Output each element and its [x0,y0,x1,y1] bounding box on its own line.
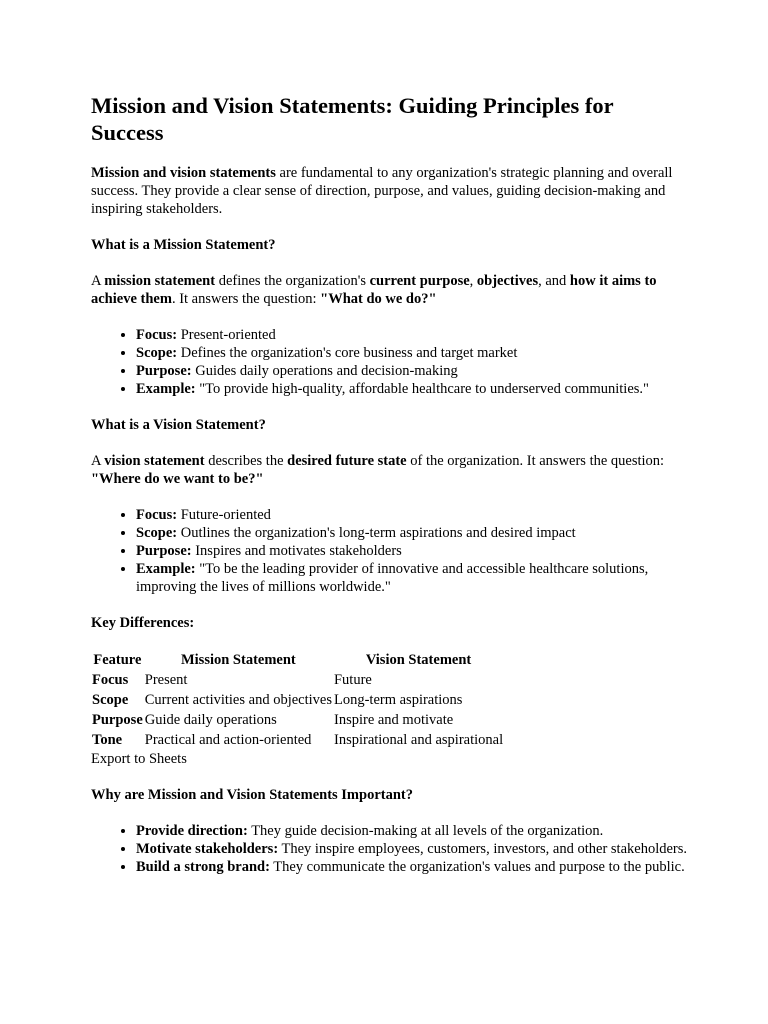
bullet-label: Scope: [136,345,178,361]
table-cell: Tone [92,732,123,748]
list-item [136,326,691,344]
table-cell: Scope [92,692,129,708]
mission-bold-5: "What do we do?" [320,291,437,307]
table-row [91,730,504,750]
bullet-label: Focus: [136,327,178,343]
intro-paragraph [91,164,691,218]
bullet-text: "To provide high-quality, affordable healthcare to underserved communities." [195,381,649,397]
bullet-label: Scope: [136,525,178,541]
export-to-sheets-link[interactable]: Export to Sheets [91,751,187,767]
bullet-label: Purpose: [136,543,192,559]
bullet-label: Provide direction: [136,823,248,839]
table-cell: Inspirational and aspirational [333,732,504,748]
list-item [136,858,691,876]
document-content [91,92,691,894]
list-item [136,840,691,858]
vision-bold-2: desired future state [287,453,407,469]
bullet-text: They inspire employees, customers, investors, and other stakeholders. [278,841,688,857]
mission-text-1: A [91,273,105,289]
column-header: Vision Statement [365,652,472,668]
list-item [136,542,691,560]
mission-paragraph [91,272,691,308]
intro-text: are fundamental to any organization's strategic planning and overall success. They provide a clear sense of direction, purpose, and values, guiding decision-making and inspiring stakeholders. [91,165,673,217]
mission-text-3: , [469,273,477,289]
table-header-row [91,650,504,670]
table-cell: Practical and action-oriented [144,732,312,748]
vision-bullet-list [91,506,691,596]
bullet-text: Guides daily operations and decision-making [191,363,458,379]
importance-heading: Why are Mission and Vision Statements Important? [91,787,413,803]
vision-text-1: A [91,453,105,469]
list-item [136,380,691,398]
page-title: Mission and Vision Statements: Guiding Principles for Success [91,93,614,145]
mission-text-2: defines the organization's [215,273,370,289]
vision-text-3: of the organization. It answers the question: [406,453,665,469]
mission-text-4: , and [538,273,570,289]
list-item [136,560,691,596]
bullet-label: Example: [136,381,196,397]
mission-bold-1: mission statement [104,273,216,289]
list-item [136,506,691,524]
differences-heading: Key Differences: [91,615,195,631]
table-cell: Present [144,672,188,688]
mission-text-5: . It answers the question: [171,291,321,307]
vision-text-2: describes the [204,453,288,469]
vision-bold-1: vision statement [104,453,205,469]
bullet-label: Purpose: [136,363,192,379]
table-cell: Focus [92,672,129,688]
bullet-label: Focus: [136,507,178,523]
intro-bold: Mission and vision statements [91,165,276,181]
bullet-text: Present-oriented [177,327,276,343]
bullet-text: They guide decision-making at all levels of the organization. [247,823,604,839]
list-item [136,362,691,380]
importance-bullet-list [91,822,691,876]
table-row [91,710,504,730]
bullet-text: Defines the organization's core business and target market [177,345,518,361]
bullet-text: They communicate the organization's values and purpose to the public. [269,859,685,875]
mission-bold-4: how it aims to achieve them [91,273,657,307]
list-item [136,822,691,840]
table-cell: Long-term aspirations [333,692,463,708]
mission-bold-3: objectives [476,273,539,289]
list-item [136,524,691,542]
mission-heading: What is a Mission Statement? [91,237,276,253]
vision-heading: What is a Vision Statement? [91,417,266,433]
table-row [91,690,504,710]
table-cell: Current activities and objectives [144,692,332,708]
column-header: Feature [93,652,142,668]
table-row [91,670,504,690]
table-cell: Guide daily operations [144,712,277,728]
differences-table [91,650,504,750]
table-cell: Purpose [92,712,143,728]
table-cell: Future [333,672,372,688]
table-cell: Inspire and motivate [333,712,454,728]
mission-bold-2: current purpose [369,273,470,289]
bullet-label: Build a strong brand: [136,859,270,875]
bullet-text: Future-oriented [177,507,271,523]
column-header: Mission Statement [180,652,296,668]
bullet-label: Motivate stakeholders: [136,841,279,857]
bullet-text: Outlines the organization's long-term aspirations and desired impact [177,525,576,541]
vision-paragraph [91,452,691,488]
vision-bold-3: "Where do we want to be?" [91,471,264,487]
bullet-label: Example: [136,561,196,577]
bullet-text: Inspires and motivates stakeholders [191,543,402,559]
bullet-text: "To be the leading provider of innovative and accessible healthcare solutions, improving the lives of millions worldwide." [136,561,649,595]
mission-bullet-list [91,326,691,398]
list-item [136,344,691,362]
